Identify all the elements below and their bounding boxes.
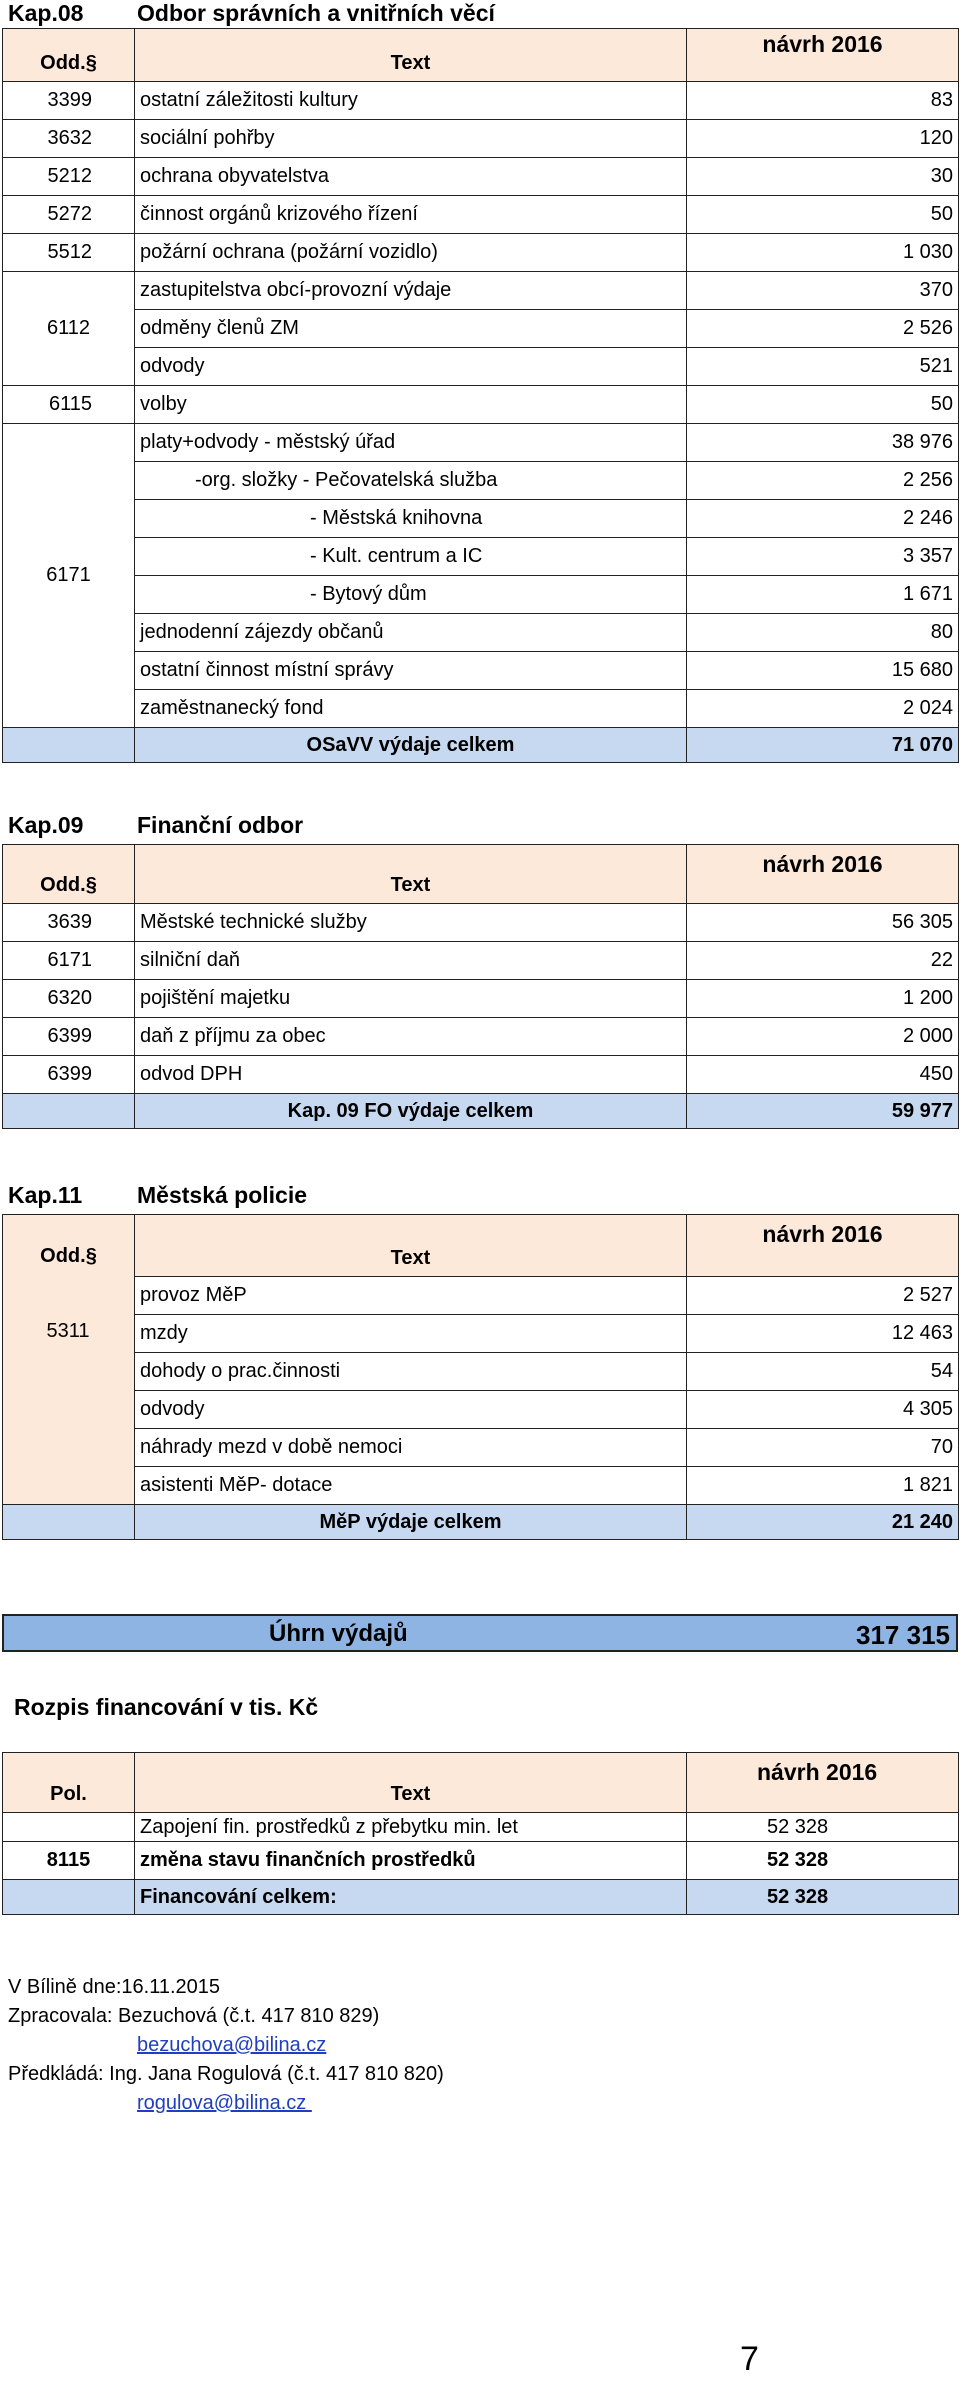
odd-cell: 6171 (3, 942, 135, 980)
value-cell: 15 680 (687, 652, 959, 690)
table-row (3, 614, 959, 652)
header-text: Text (135, 845, 687, 904)
kap09-code: Kap.09 (8, 812, 84, 838)
kap11-title: Městská policie (137, 1182, 308, 1208)
grand-total-value: 317 315 (856, 1620, 950, 1650)
value-cell: 83 (687, 82, 959, 120)
value-cell: 1 671 (687, 576, 959, 614)
header-odd: Odd.§ (3, 1215, 135, 1505)
table-header (3, 845, 959, 904)
odd-cell: 6399 (3, 1018, 135, 1056)
table-row (3, 1277, 959, 1315)
text-cell: dohody o prac.činnosti (135, 1353, 687, 1391)
text-cell: pojištění majetku (135, 980, 687, 1018)
table-row (3, 980, 959, 1018)
value-cell: 2 256 (687, 462, 959, 500)
header-year: návrh 2016 (687, 1215, 959, 1277)
value-cell: 2 000 (687, 1018, 959, 1056)
text-cell: Zapojení fin. prostředků z přebytku min. let (135, 1813, 687, 1842)
pol-cell: 8115 (3, 1842, 135, 1880)
header-year: návrh 2016 (687, 845, 959, 904)
table-row (3, 690, 959, 728)
text-cell: jednodenní zájezdy občanů (135, 614, 687, 652)
value-cell: 1 200 (687, 980, 959, 1018)
kap08-code: Kap.08 (8, 0, 84, 26)
footer-submitted: Předkládá: Ing. Jana Rogulová (č.t. 417 810 820) (8, 2063, 444, 2085)
header-text: Text (135, 29, 687, 82)
kap11-odd-5311: 5311 (46, 1320, 90, 1342)
table-row (3, 1813, 959, 1842)
kap09-table (2, 844, 959, 1129)
total-value: 71 070 (687, 728, 959, 763)
odd-cell: 3632 (3, 120, 135, 158)
text-cell: ostatní činnost místní správy (135, 652, 687, 690)
value-cell: 54 (687, 1353, 959, 1391)
odd-cell: 6112 (3, 272, 135, 386)
value-cell: 3 357 (687, 538, 959, 576)
value-cell: 52 328 (687, 1813, 959, 1842)
total-value: 21 240 (687, 1505, 959, 1540)
value-cell: 22 (687, 942, 959, 980)
text-cell: provoz MěP (135, 1277, 687, 1315)
table-row (3, 424, 959, 462)
table-header (3, 1753, 959, 1813)
text-cell: zastupitelstva obcí-provozní výdaje (135, 272, 687, 310)
odd-cell: 5272 (3, 196, 135, 234)
text-cell: změna stavu finančních prostředků (135, 1842, 687, 1880)
financing-table (2, 1752, 959, 1915)
pol-cell (3, 1813, 135, 1842)
value-cell: 38 976 (687, 424, 959, 462)
kap09-title: Finanční odbor (137, 812, 304, 838)
header-year: návrh 2016 (687, 29, 959, 82)
text-cell: silniční daň (135, 942, 687, 980)
text-cell: platy+odvody - městský úřad (135, 424, 687, 462)
submitted-email-link[interactable]: rogulova@bilina.cz (137, 2092, 312, 2114)
table-row (3, 500, 959, 538)
table-row (3, 1429, 959, 1467)
table-row (3, 652, 959, 690)
kap11-code: Kap.11 (8, 1182, 83, 1208)
odd-cell: 6399 (3, 1056, 135, 1094)
text-cell: odvody (135, 348, 687, 386)
total-value: 52 328 (687, 1880, 959, 1915)
value-cell: 52 328 (687, 1842, 959, 1880)
table-row (3, 158, 959, 196)
text-cell: ochrana obyvatelstva (135, 158, 687, 196)
total-label: MěP výdaje celkem (135, 1505, 687, 1540)
text-cell: daň z příjmu za obec (135, 1018, 687, 1056)
kap08-title: Odbor správních a vnitřních věcí (137, 0, 495, 26)
grand-total-label: Úhrn výdajů (269, 1620, 408, 1647)
value-cell: 50 (687, 196, 959, 234)
text-cell: - Kult. centrum a IC (135, 538, 687, 576)
footer-prepared: Zpracovala: Bezuchová (č.t. 417 810 829) (8, 2005, 380, 2027)
odd-cell: 6171 (3, 424, 135, 728)
header-odd: Odd.§ (3, 845, 135, 904)
table-header (3, 29, 959, 82)
value-cell: 12 463 (687, 1315, 959, 1353)
footer-date: V Bílině dne:16.11.2015 (8, 1976, 221, 1998)
header-odd: Odd.§ (3, 29, 135, 82)
text-cell: - Městská knihovna (135, 500, 687, 538)
table-row (3, 386, 959, 424)
value-cell: 50 (687, 386, 959, 424)
text-cell: požární ochrana (požární vozidlo) (135, 234, 687, 272)
text-cell: ostatní záležitosti kultury (135, 82, 687, 120)
odd-cell: 6320 (3, 980, 135, 1018)
value-cell: 2 526 (687, 310, 959, 348)
total-row (3, 728, 959, 763)
table-row (3, 1056, 959, 1094)
total-spacer (3, 1505, 135, 1540)
table-row (3, 576, 959, 614)
table-row (3, 1018, 959, 1056)
total-label: Financování celkem: (135, 1880, 687, 1915)
total-value: 59 977 (687, 1094, 959, 1129)
value-cell: 56 305 (687, 904, 959, 942)
kap08-table (2, 28, 959, 763)
financing-title: Rozpis financování v tis. Kč (14, 1694, 319, 1720)
total-row (3, 1880, 959, 1915)
value-cell: 2 246 (687, 500, 959, 538)
text-cell: náhrady mezd v době nemoci (135, 1429, 687, 1467)
total-row (3, 1094, 959, 1129)
total-row (3, 1505, 959, 1540)
value-cell: 1 030 (687, 234, 959, 272)
value-cell: 70 (687, 1429, 959, 1467)
value-cell: 30 (687, 158, 959, 196)
text-cell: -org. složky - Pečovatelská služba (135, 462, 687, 500)
header-text: Text (135, 1753, 687, 1813)
total-spacer (3, 1880, 135, 1915)
text-cell: sociální pohřby (135, 120, 687, 158)
header-text: Text (135, 1215, 687, 1277)
text-cell: zaměstnanecký fond (135, 690, 687, 728)
text-cell: činnost orgánů krizového řízení (135, 196, 687, 234)
table-row (3, 120, 959, 158)
table-row (3, 538, 959, 576)
text-cell: mzdy (135, 1315, 687, 1353)
text-cell: asistenti MěP- dotace (135, 1467, 687, 1505)
value-cell: 2 024 (687, 690, 959, 728)
value-cell: 120 (687, 120, 959, 158)
text-cell: volby (135, 386, 687, 424)
value-cell: 2 527 (687, 1277, 959, 1315)
value-cell: 80 (687, 614, 959, 652)
value-cell: 4 305 (687, 1391, 959, 1429)
page-number: 7 (740, 2340, 759, 2378)
table-row (3, 942, 959, 980)
odd-cell: 5212 (3, 158, 135, 196)
table-row (3, 196, 959, 234)
text-cell: odvod DPH (135, 1056, 687, 1094)
odd-cell: 6115 (3, 386, 135, 424)
text-cell: Městské technické služby (135, 904, 687, 942)
total-label: Kap. 09 FO výdaje celkem (135, 1094, 687, 1129)
table-header (3, 1215, 959, 1277)
table-row (3, 348, 959, 386)
header-year: návrh 2016 (687, 1753, 959, 1813)
total-spacer (3, 728, 135, 763)
total-label: OSaVV výdaje celkem (135, 728, 687, 763)
value-cell: 450 (687, 1056, 959, 1094)
text-cell: - Bytový dům (135, 576, 687, 614)
odd-cell: 3639 (3, 904, 135, 942)
odd-cell: 5512 (3, 234, 135, 272)
table-row (3, 272, 959, 310)
table-row (3, 462, 959, 500)
text-cell: odměny členů ZM (135, 310, 687, 348)
table-row (3, 1842, 959, 1880)
table-row (3, 310, 959, 348)
table-row (3, 1467, 959, 1505)
header-pol: Pol. (3, 1753, 135, 1813)
table-row (3, 82, 959, 120)
kap11-table (2, 1214, 959, 1540)
total-spacer (3, 1094, 135, 1129)
table-row (3, 234, 959, 272)
table-row (3, 904, 959, 942)
value-cell: 1 821 (687, 1467, 959, 1505)
table-row (3, 1315, 959, 1353)
table-row (3, 1353, 959, 1391)
value-cell: 521 (687, 348, 959, 386)
text-cell: odvody (135, 1391, 687, 1429)
grand-total-bar (2, 1614, 958, 1652)
prepared-email-link[interactable]: bezuchova@bilina.cz (137, 2034, 327, 2056)
value-cell: 370 (687, 272, 959, 310)
table-row (3, 1391, 959, 1429)
odd-cell: 3399 (3, 82, 135, 120)
